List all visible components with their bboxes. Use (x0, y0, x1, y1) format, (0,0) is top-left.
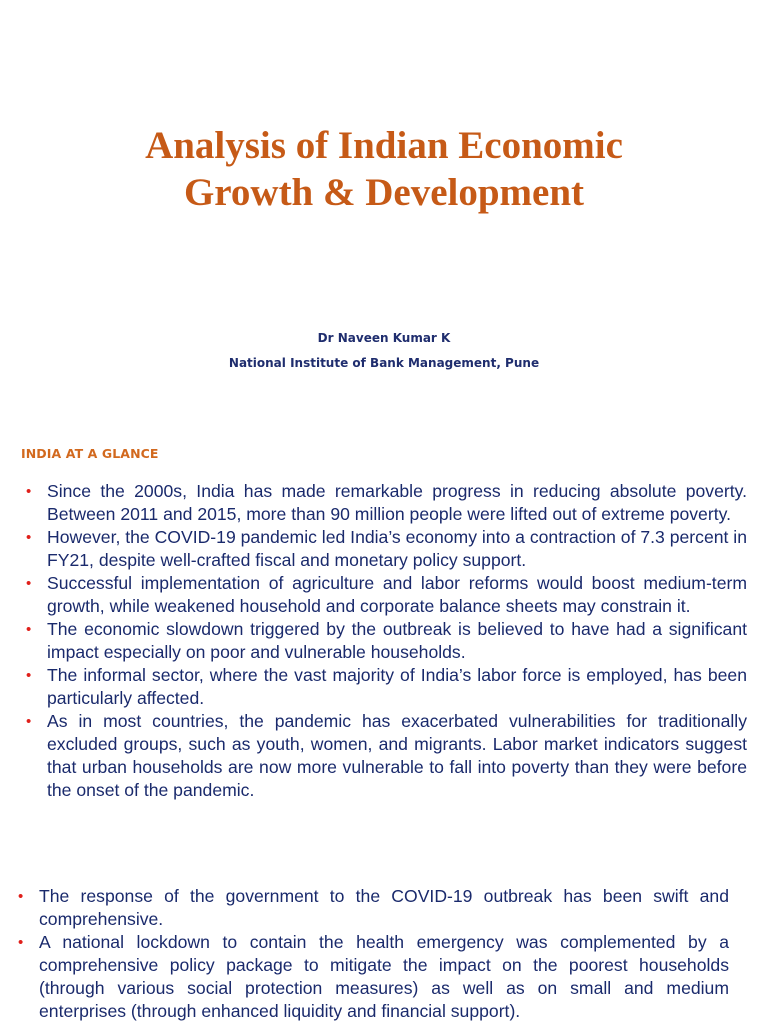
bullet-icon: • (26, 575, 32, 592)
list-item-text: Since the 2000s, India has made remarkable progress in reducing absolute poverty. Between 2011 and 2015, more than 90 million people were lifted out of extreme poverty. (47, 481, 747, 524)
bullet-icon: • (26, 667, 32, 684)
list-item-text: The economic slowdown triggered by the outbreak is believed to have had a significant impact especially on poor and vulnerable households. (47, 619, 747, 662)
bullet-list-government-response (18, 885, 729, 1023)
title-line-1: Analysis of Indian Economic (145, 124, 623, 167)
document-title (0, 122, 768, 216)
list-item-text: Successful implementation of agriculture and labor reforms would boost medium-term growth, while weakened household and corporate balance sheets may constrain it. (47, 573, 747, 616)
bullet-icon: • (26, 529, 32, 546)
author-institution: National Institute of Bank Management, Pune (228, 356, 540, 370)
list-item-text: A national lockdown to contain the health emergency was complemented by a comprehensive policy package to mitigate the impact on the poorest households (through various social protection measures) as well as on small and medium enterprises (through enhanced liquidity and financial support). (39, 932, 729, 1021)
list-item (26, 480, 747, 526)
list-item (26, 526, 747, 572)
title-line-2: Growth & Development (183, 171, 585, 214)
bullet-icon: • (26, 621, 32, 638)
bullet-icon: • (18, 934, 24, 951)
list-item-text: However, the COVID-19 pandemic led India’s economy into a contraction of 7.3 percent in FY21, despite well-crafted fiscal and monetary policy support. (47, 527, 747, 570)
list-item (26, 664, 747, 710)
list-item-text: As in most countries, the pandemic has exacerbated vulnerabilities for traditionally excluded groups, such as youth, women, and migrants. Labor market indicators suggest that urban households are now more vulnerable to fall into poverty than they were before the onset of the pandemic. (47, 711, 747, 800)
author-name: Dr Naveen Kumar K (317, 331, 451, 345)
bullet-icon: • (26, 483, 32, 500)
list-item (26, 572, 747, 618)
list-item (26, 710, 747, 802)
list-item (26, 618, 747, 664)
list-item-text: The informal sector, where the vast majority of India’s labor force is employed, has been particularly affected. (47, 665, 747, 708)
list-item (18, 931, 729, 1023)
list-item (18, 885, 729, 931)
bullet-icon: • (26, 713, 32, 730)
list-item-text: The response of the government to the COVID-19 outbreak has been swift and comprehensive. (39, 886, 729, 929)
section-heading: INDIA AT A GLANCE (21, 446, 159, 461)
bullet-icon: • (18, 888, 24, 905)
bullet-list-india-at-a-glance (26, 480, 747, 802)
